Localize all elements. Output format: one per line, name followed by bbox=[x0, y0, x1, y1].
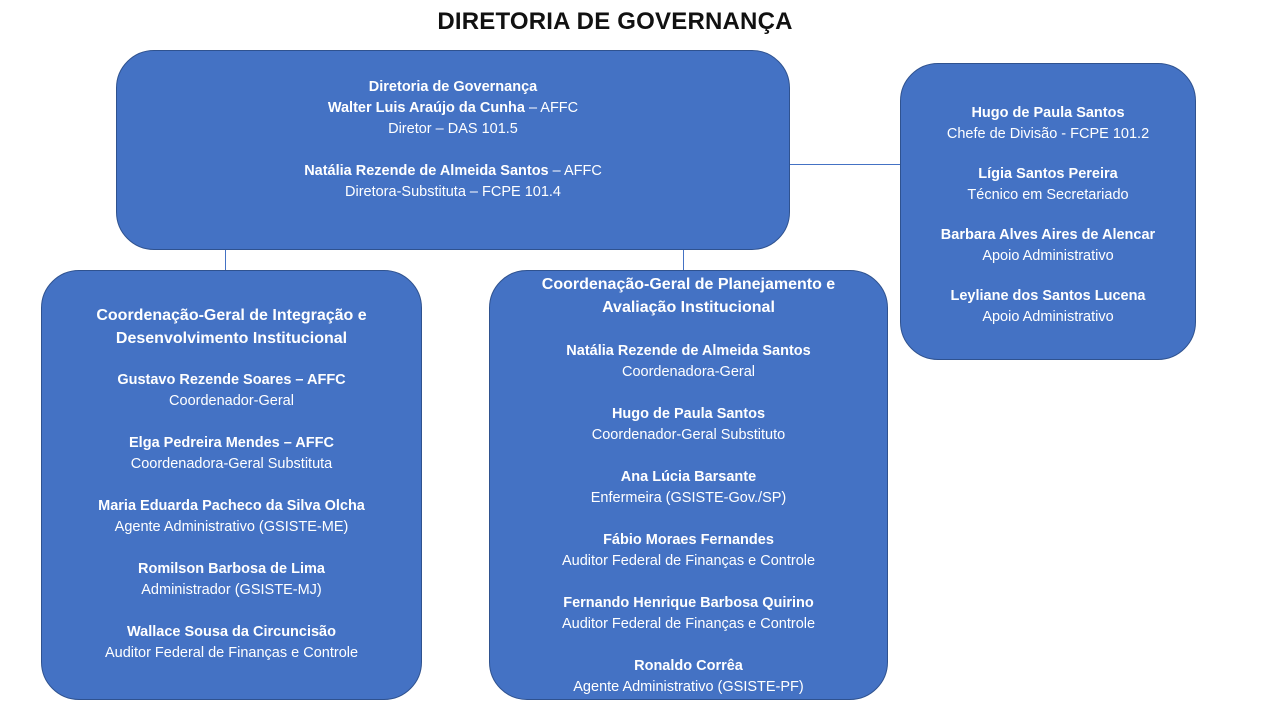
person-role: Agente Administrativo (GSISTE-ME) bbox=[114, 519, 349, 535]
person bbox=[490, 467, 887, 509]
person-role: Diretor – DAS 101.5 bbox=[388, 121, 518, 137]
person bbox=[901, 164, 1195, 206]
cgpai-box bbox=[489, 270, 888, 700]
person bbox=[490, 341, 887, 383]
diretoria-box bbox=[116, 50, 790, 250]
person bbox=[42, 496, 421, 538]
person-name: Maria Eduarda Pacheco da Silva Olcha bbox=[98, 498, 365, 514]
person-name: Elga Pedreira Mendes – AFFC bbox=[129, 435, 334, 451]
person-name: Wallace Sousa da Circuncisão bbox=[127, 624, 336, 640]
person bbox=[117, 161, 789, 182]
person-name: Natália Rezende de Almeida Santos bbox=[304, 163, 549, 179]
person-name: Barbara Alves Aires de Alencar bbox=[940, 227, 1156, 243]
unit-name bbox=[42, 304, 421, 350]
person-role: Auditor Federal de Finanças e Controle bbox=[561, 616, 816, 632]
person-role: Coordenadora-Geral bbox=[622, 364, 755, 380]
person-role: Coordenador-Geral bbox=[169, 393, 294, 409]
person bbox=[42, 433, 421, 475]
unit-name-line: Desenvolvimento Institucional bbox=[115, 330, 348, 347]
person bbox=[490, 404, 887, 446]
person-name: Romilson Barbosa de Lima bbox=[138, 561, 325, 577]
staff-box bbox=[900, 63, 1196, 360]
person bbox=[117, 98, 789, 119]
unit-name-line: Avaliação Institucional bbox=[602, 299, 775, 316]
person-name: Natália Rezende de Almeida Santos bbox=[566, 343, 811, 359]
person bbox=[490, 530, 887, 572]
person-role: Técnico em Secretariado bbox=[967, 187, 1129, 203]
person bbox=[42, 622, 421, 664]
person-name: Walter Luis Araújo da Cunha bbox=[327, 100, 525, 116]
person-suffix: – AFFC bbox=[548, 163, 602, 179]
person bbox=[42, 370, 421, 412]
person-name: Ana Lúcia Barsante bbox=[620, 469, 757, 485]
person bbox=[490, 656, 887, 698]
person-role: Coordenador-Geral Substituto bbox=[591, 427, 786, 443]
connector-top-to-mid bbox=[683, 249, 684, 271]
person-name: Gustavo Rezende Soares – AFFC bbox=[117, 372, 346, 388]
person-name: Leyliane dos Santos Lucena bbox=[950, 288, 1146, 304]
person bbox=[901, 286, 1195, 328]
person-role: Apoio Administrativo bbox=[982, 248, 1114, 264]
connector-top-to-left bbox=[225, 249, 226, 271]
page-title: DIRETORIA DE GOVERNANÇA bbox=[437, 8, 793, 35]
person-role: Enfermeira (GSISTE-Gov./SP) bbox=[590, 490, 787, 506]
person bbox=[42, 559, 421, 601]
person-name: Lígia Santos Pereira bbox=[978, 166, 1118, 182]
person-name: Hugo de Paula Santos bbox=[971, 105, 1125, 121]
person bbox=[901, 225, 1195, 267]
connector-top-to-right bbox=[789, 164, 901, 165]
cgidi-box bbox=[41, 270, 422, 700]
person-role: Auditor Federal de Finanças e Controle bbox=[104, 645, 359, 661]
person-name: Hugo de Paula Santos bbox=[611, 406, 766, 422]
person bbox=[901, 103, 1195, 145]
person-role: Coordenadora-Geral Substituta bbox=[130, 456, 333, 472]
person-role: Auditor Federal de Finanças e Controle bbox=[561, 553, 816, 569]
unit-name bbox=[490, 273, 887, 319]
unit-name-line: Coordenação-Geral de Integração e bbox=[96, 307, 367, 324]
person-role: Apoio Administrativo bbox=[982, 309, 1114, 325]
person-name: Ronaldo Corrêa bbox=[634, 658, 743, 674]
unit-name-line: Coordenação-Geral de Planejamento e bbox=[541, 276, 836, 293]
person-name: Fábio Moraes Fernandes bbox=[603, 532, 774, 548]
unit-name: Diretoria de Governança bbox=[368, 79, 538, 95]
person-role: Agente Administrativo (GSISTE-PF) bbox=[573, 679, 804, 695]
person-role: Administrador (GSISTE-MJ) bbox=[141, 582, 322, 598]
person-role: Diretora-Substituta – FCPE 101.4 bbox=[345, 184, 561, 200]
person-role: Chefe de Divisão - FCPE 101.2 bbox=[946, 126, 1150, 142]
person-suffix: – AFFC bbox=[524, 100, 579, 116]
person-name: Fernando Henrique Barbosa Quirino bbox=[563, 595, 814, 611]
person bbox=[490, 593, 887, 635]
